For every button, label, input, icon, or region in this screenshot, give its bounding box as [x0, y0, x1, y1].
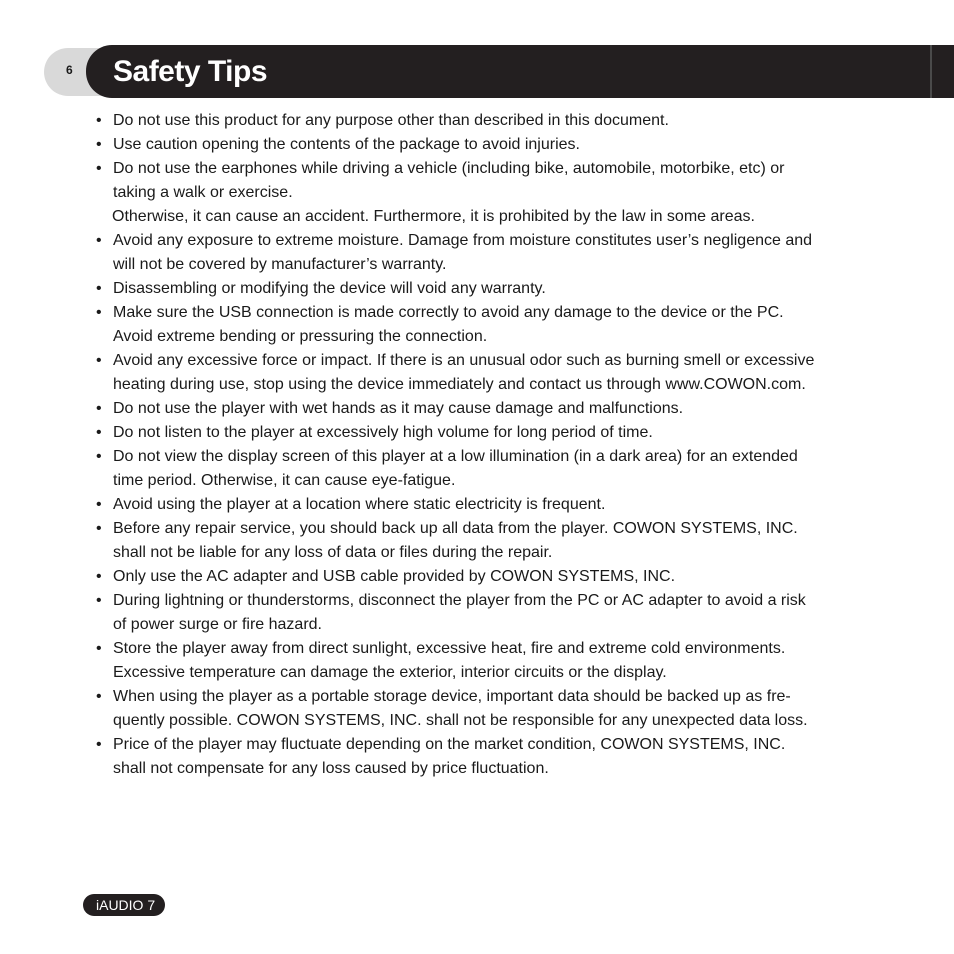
tip-line: Disassembling or modifying the device will void any warranty.: [113, 280, 546, 297]
tip-item: [96, 685, 866, 733]
safety-tips-list: [96, 109, 866, 781]
tip-item: [96, 493, 866, 517]
tip-line: During lightning or thunderstorms, disconnect the player from the PC or AC adapter to avoid a risk: [113, 592, 806, 609]
tip-item: [96, 277, 866, 301]
page-number: 6: [66, 63, 73, 77]
tip-line: Avoid any exposure to extreme moisture. Damage from moisture constitutes user’s negligence and: [113, 232, 813, 249]
tip-line: shall not compensate for any loss caused by price fluctuation.: [113, 760, 549, 777]
tip-line: Use caution opening the contents of the package to avoid injuries.: [113, 136, 580, 153]
tip-item: [96, 157, 866, 205]
page-title: Safety Tips: [113, 55, 268, 88]
tip-line: Excessive temperature can damage the exterior, interior circuits or the display.: [113, 664, 667, 681]
tip-line: shall not be liable for any loss of data or files during the repair.: [113, 544, 553, 561]
tip-item: [96, 517, 866, 565]
tip-note: [96, 205, 866, 229]
tip-line: Before any repair service, you should back up all data from the player. COWON SYSTEMS, INC.: [113, 520, 798, 537]
tip-item: [96, 133, 866, 157]
tip-line: When using the player as a portable storage device, important data should be backed up as fre-: [113, 688, 791, 705]
tip-line: Do not use the player with wet hands as it may cause damage and malfunctions.: [113, 400, 684, 417]
tip-item: [96, 109, 866, 133]
tip-line: Do not use this product for any purpose other than described in this document.: [113, 112, 669, 129]
tip-line: Make sure the USB connection is made correctly to avoid any damage to the device or the PC.: [113, 304, 784, 321]
tip-item: [96, 637, 866, 685]
tip-item: [96, 349, 866, 397]
tip-line: Avoid extreme bending or pressuring the connection.: [113, 328, 488, 345]
tip-line: will not be covered by manufacturer’s warranty.: [113, 256, 447, 273]
tip-item: [96, 565, 866, 589]
tip-line: Do not use the earphones while driving a vehicle (including bike, automobile, motorbike, etc) or: [113, 160, 785, 177]
tip-item: [96, 589, 866, 637]
tip-line: Do not listen to the player at excessively high volume for long period of time.: [113, 424, 653, 441]
tip-line: Price of the player may fluctuate depending on the market condition, COWON SYSTEMS, INC.: [113, 736, 786, 753]
tip-item: [96, 229, 866, 277]
tip-line: Store the player away from direct sunlight, excessive heat, fire and extreme cold environments.: [113, 640, 786, 657]
header-divider: [930, 45, 932, 98]
product-label-badge: iAUDIO 7: [83, 894, 165, 916]
tip-item: [96, 397, 866, 421]
tip-line: time period. Otherwise, it can cause eye-fatigue.: [113, 472, 456, 489]
tip-line: Do not view the display screen of this player at a low illumination (in a dark area) for an extended: [113, 448, 798, 465]
tip-line: Avoid using the player at a location where static electricity is frequent.: [113, 496, 606, 513]
tip-line: Avoid any excessive force or impact. If there is an unusual odor such as burning smell or excessive: [113, 352, 815, 369]
tip-line: Only use the AC adapter and USB cable provided by COWON SYSTEMS, INC.: [113, 568, 676, 585]
tip-line: taking a walk or exercise.: [113, 184, 293, 201]
tip-item: [96, 301, 866, 349]
tip-line: of power surge or fire hazard.: [113, 616, 322, 633]
tip-item: [96, 445, 866, 493]
tip-item: [96, 733, 866, 781]
tip-item: [96, 421, 866, 445]
tip-line: heating during use, stop using the device immediately and contact us through www.COWON.com.: [113, 376, 806, 393]
tip-line: quently possible. COWON SYSTEMS, INC. shall not be responsible for any unexpected data loss.: [113, 712, 808, 729]
earphones-note: Otherwise, it can cause an accident. Furthermore, it is prohibited by the law in some areas.: [112, 208, 755, 225]
